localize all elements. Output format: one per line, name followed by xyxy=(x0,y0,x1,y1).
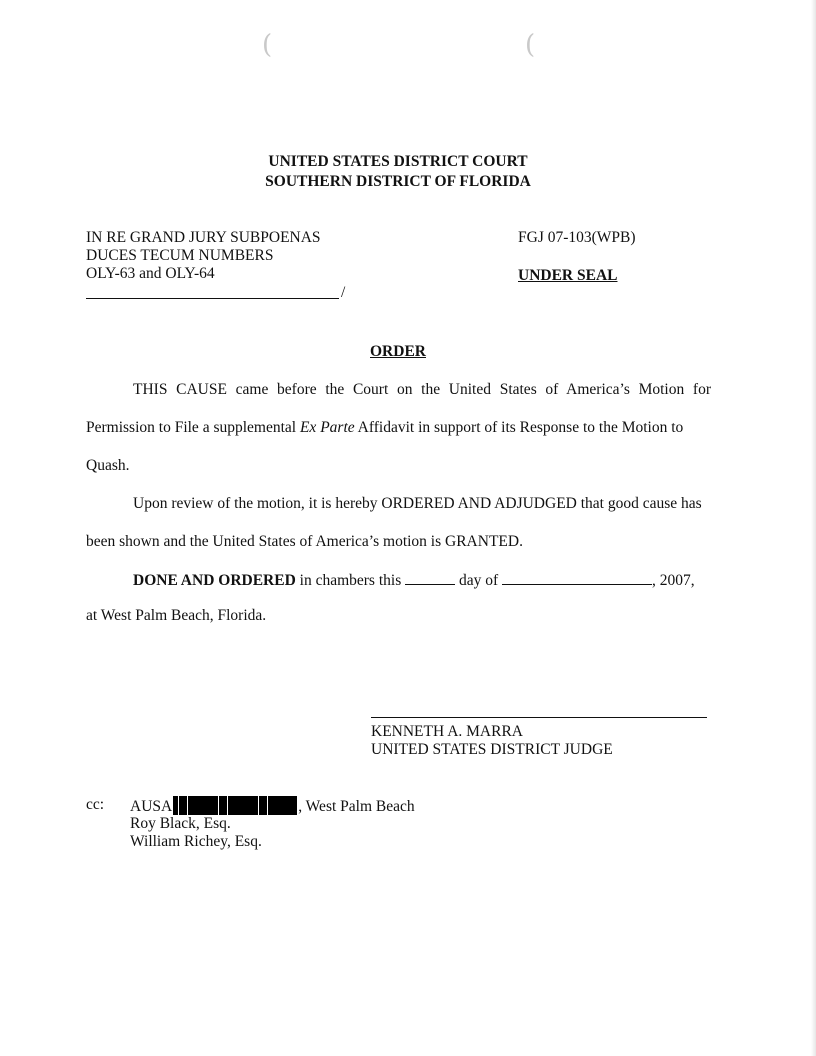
punch-mark-left: ( xyxy=(262,30,273,60)
paragraph-2-line-1: Upon review of the motion, it is hereby ORDERED AND ADJUDGED that good cause has xyxy=(133,495,702,512)
cc-line-1 xyxy=(130,796,415,816)
order-title: ORDER xyxy=(370,343,426,360)
caption-line-1: IN RE GRAND JURY SUBPOENAS xyxy=(86,229,321,246)
paragraph-3-line-1 xyxy=(133,570,695,590)
judge-name: KENNETH A. MARRA xyxy=(371,723,523,740)
paragraph-1-italic: Ex Parte xyxy=(299,419,355,436)
caption-line-3: OLY-63 and OLY-64 xyxy=(86,265,215,282)
judge-title: UNITED STATES DISTRICT JUDGE xyxy=(371,741,613,758)
cc-ausa: AUSA xyxy=(130,798,173,815)
case-number: FGJ 07-103(WPB) xyxy=(518,229,636,246)
done-and-ordered: DONE AND ORDERED xyxy=(133,572,296,589)
cc-location: , West Palm Beach xyxy=(298,798,415,815)
paragraph-3-text-b: day of xyxy=(455,572,503,589)
month-blank xyxy=(502,570,652,585)
paragraph-1-line-3: Quash. xyxy=(86,457,130,474)
paragraph-3-text-c: , 2007, xyxy=(652,572,695,589)
paragraph-1-text-b: Affidavit in support of its Response to the Motion to xyxy=(354,419,684,436)
paragraph-3-line-2: at West Palm Beach, Florida. xyxy=(86,607,267,624)
signature-line xyxy=(371,717,707,718)
caption-rule xyxy=(86,298,339,299)
paragraph-1-line-1: THIS CAUSE came before the Court on the United States of America’s Motion for xyxy=(133,381,711,398)
paragraph-3-text-a: in chambers this xyxy=(295,572,406,589)
punch-mark-right: ( xyxy=(525,30,536,60)
scan-edge-shadow xyxy=(811,0,816,1056)
caption-line-2: DUCES TECUM NUMBERS xyxy=(86,247,274,264)
day-blank xyxy=(405,570,455,585)
under-seal-label: UNDER SEAL xyxy=(518,267,618,284)
caption-slash: / xyxy=(341,284,346,301)
cc-label: cc: xyxy=(86,796,105,813)
paragraph-1-line-2 xyxy=(86,419,683,437)
redaction-block xyxy=(173,796,297,815)
cc-line-3: William Richey, Esq. xyxy=(130,833,262,850)
court-name: UNITED STATES DISTRICT COURT xyxy=(268,153,528,170)
paragraph-2-line-2: been shown and the United States of America’s motion is GRANTED. xyxy=(86,533,523,550)
court-district: SOUTHERN DISTRICT OF FLORIDA xyxy=(265,173,531,190)
cc-line-2: Roy Black, Esq. xyxy=(130,815,231,832)
paragraph-1-text-a: Permission to File a supplemental xyxy=(86,419,300,436)
